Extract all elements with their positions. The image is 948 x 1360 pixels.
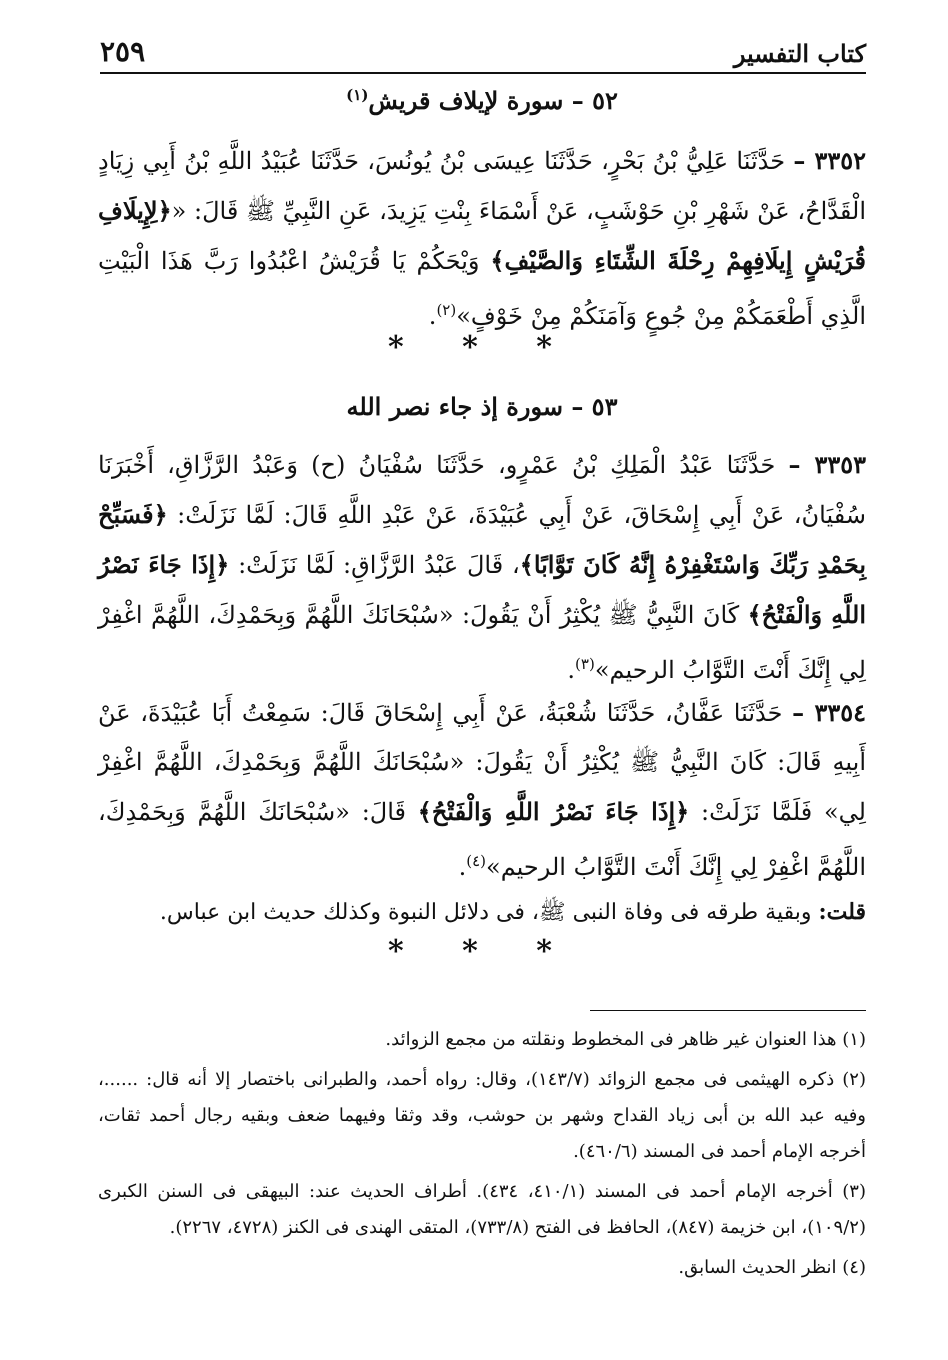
hadith-3353 <box>98 440 866 695</box>
footnote-ref: (٤) <box>466 852 487 870</box>
quran-verse: ﴿إِذَا جَاءَ نَصْرُ اللَّهِ وَالْفَتْحُ﴾ <box>417 797 690 826</box>
quran-verse: ﴿لِإِيلَافِ قُرَيْشٍ إِيلَافِهِمْ رِحْلَةَ الشِّتَاءِ وَالصَّيْفِ﴾ <box>98 196 866 275</box>
quran-verse-2: ﴿إِذَا جَاءَ نَصْرُ اللَّهِ وَالْفَتْحُ﴾ <box>98 550 866 629</box>
footnote-text: هذا العنوان غير ظاهر فى المخطوط ونقلته من مجمع الزوائد. <box>385 1029 843 1050</box>
hadith-text: حَدَّثَنَا عَفَّانُ، حَدَّثَنَا شُعْبَةُ، عَنْ أَبِي إِسْحَاقَ قَالَ: سَمِعْتُ أَبَا عُبَيْدَةَ، عَنْ أَبِيهِ قَالَ: كَانَ النَّبِيُّ ﷺ يُكْثِرُ أَنْ يَقُولَ: «سُبْحَانَكَ اللَّهُمَّ وَبِحَمْدِكَ، اللَّهُمَّ اغْفِرْ لِي» فَلَمَّا نَزَلَتْ: <box>98 699 866 826</box>
hadith-3354 <box>98 688 866 892</box>
quran-verse: ﴿فَسَبِّحْ بِحَمْدِ رَبِّكَ وَاسْتَغْفِرْهُ إِنَّهُ كَانَ تَوَّابًا﴾ <box>98 500 866 579</box>
footnote-2 <box>98 1062 866 1170</box>
footnote-divider <box>590 1010 866 1011</box>
footnote-ref: (٢) <box>436 301 457 319</box>
page-number: ٢٥٩ <box>100 35 146 68</box>
page-header <box>100 30 866 74</box>
section-separator-2: * * * <box>388 934 576 969</box>
hadith-end: . <box>458 853 467 881</box>
sura-53-heading <box>98 392 866 421</box>
comment-text: وبقية طرقه فى وفاة النبى ﷺ، فى دلائل النبوة وكذلك حديث ابن عباس. <box>159 900 819 925</box>
running-title: كتاب التفسير <box>733 39 866 68</box>
hadith-text: حَدَّثَنَا عَلِيُّ بْنُ بَحْرٍ، حَدَّثَنَا عِيسَى بْنُ يُونُسَ، حَدَّثَنَا عُبَيْدُ اللَّهِ بْنُ أَبِي زِيَادٍ الْقَدَّاحُ، عَنْ شَهْرِ بْنِ حَوْشَبٍ، عَنْ أَسْمَاءَ بِنْتِ يَزِيدَ، عَنِ النَّبِيِّ ﷺ قَالَ: « <box>98 147 866 225</box>
hadith-text-cont: ، قَالَ عَبْدُ الرَّزَّاقِ: لَمَّا نَزَلَتْ: <box>229 551 520 579</box>
footnote-text: أخرجه الإمام أحمد فى المسند (٤١٠/١، ٤٣٤). أطراف الحديث عند: البيهقى فى السنن الكبرى (١٠٩/٢)، ابن خزيمة (٨٤٧)، الحافظ فى الفتح (٧٣٣/٨)، المتقى الهندى فى الكنز (٤٧٢٨، ٢٢٦٧). <box>98 1181 866 1238</box>
footnote-text: انظر الحديث السابق. <box>678 1257 843 1278</box>
sura-52-note-ref: (١) <box>346 86 369 104</box>
footnote-4 <box>98 1250 866 1286</box>
footnote-1 <box>98 1022 866 1058</box>
hadith-3352 <box>98 136 866 341</box>
footnote-text: ذكره الهيثمى فى مجمع الزوائد (١٤٣/٧)، وقال: رواه أحمد، والطبرانى باختصار إلا أنه قال: ......، وفيه عبد الله بن أبى زياد القداح وشهر بن حوشب، وقد وثقا وفيهما ضعف وبقيه رجال أحمد ثقات، أخرجه الإمام أحمد فى المسند (٤٦٠/٦). <box>98 1069 866 1162</box>
hadith-number: ٣٣٥٢ – <box>793 146 866 175</box>
hadith-text-cont: قَالَ: «سُبْحَانَكَ اللَّهُمَّ وَبِحَمْدِكَ، اللَّهُمَّ اغْفِرْ لِي إِنَّكَ أَنْتَ التَّوَّابُ الرحيم» <box>98 798 866 881</box>
hadith-end: . <box>428 302 437 330</box>
hadith-text-cont-2: كَانَ النَّبِيُّ ﷺ يُكْثِرُ أَنْ يَقُولَ: «سُبْحَانَكَ اللَّهُمَّ وَبِحَمْدِكَ، اللَّهُمَّ اغْفِرْ لِي إِنَّكَ أَنْتَ التَّوَّابُ الرحيم» <box>98 601 866 684</box>
hadith-number: ٣٣٥٣ – <box>788 450 867 479</box>
footnote-number: (٢) <box>842 1069 866 1090</box>
comment-label: قلت: <box>818 899 866 925</box>
hadith-end: . <box>567 656 576 684</box>
section-separator: * * * <box>388 330 576 365</box>
sura-53-title: ٥٣ – سورة إذ جاء نصر الله <box>346 392 618 421</box>
author-comment <box>98 888 866 937</box>
footnote-number: (٣) <box>842 1181 866 1202</box>
sura-52-title: ٥٢ – سورة لإيلاف قريش <box>368 86 618 115</box>
footnote-number: (١) <box>842 1029 866 1050</box>
footnotes <box>98 1022 866 1290</box>
footnote-3 <box>98 1174 866 1246</box>
hadith-number: ٣٣٥٤ – <box>792 698 867 727</box>
footnote-number: (٤) <box>842 1257 866 1278</box>
hadith-text: حَدَّثَنَا عَبْدُ الْمَلِكِ بْنُ عَمْرٍو، حَدَّثَنَا سُفْيَانُ (ح) وَعَبْدُ الرَّزَّاقِ، أَخْبَرَنَا سُفْيَانُ، عَنْ أَبِي إِسْحَاقَ، عَنْ أَبِي عُبَيْدَةَ، عَنْ عَبْدِ اللَّهِ قَالَ: لَمَّا نَزَلَتْ: <box>98 451 866 529</box>
footnote-ref: (٣) <box>575 655 595 673</box>
sura-52-heading <box>98 86 866 115</box>
hadith-text-cont: وَيْحَكُمْ يَا قُرَيْشُ اعْبُدُوا رَبَّ هَذَا الْبَيْتِ الَّذِي أَطْعَمَكُمْ مِنْ جُوعٍ وَآمَنَكُمْ مِنْ خَوْفٍ» <box>98 247 866 330</box>
